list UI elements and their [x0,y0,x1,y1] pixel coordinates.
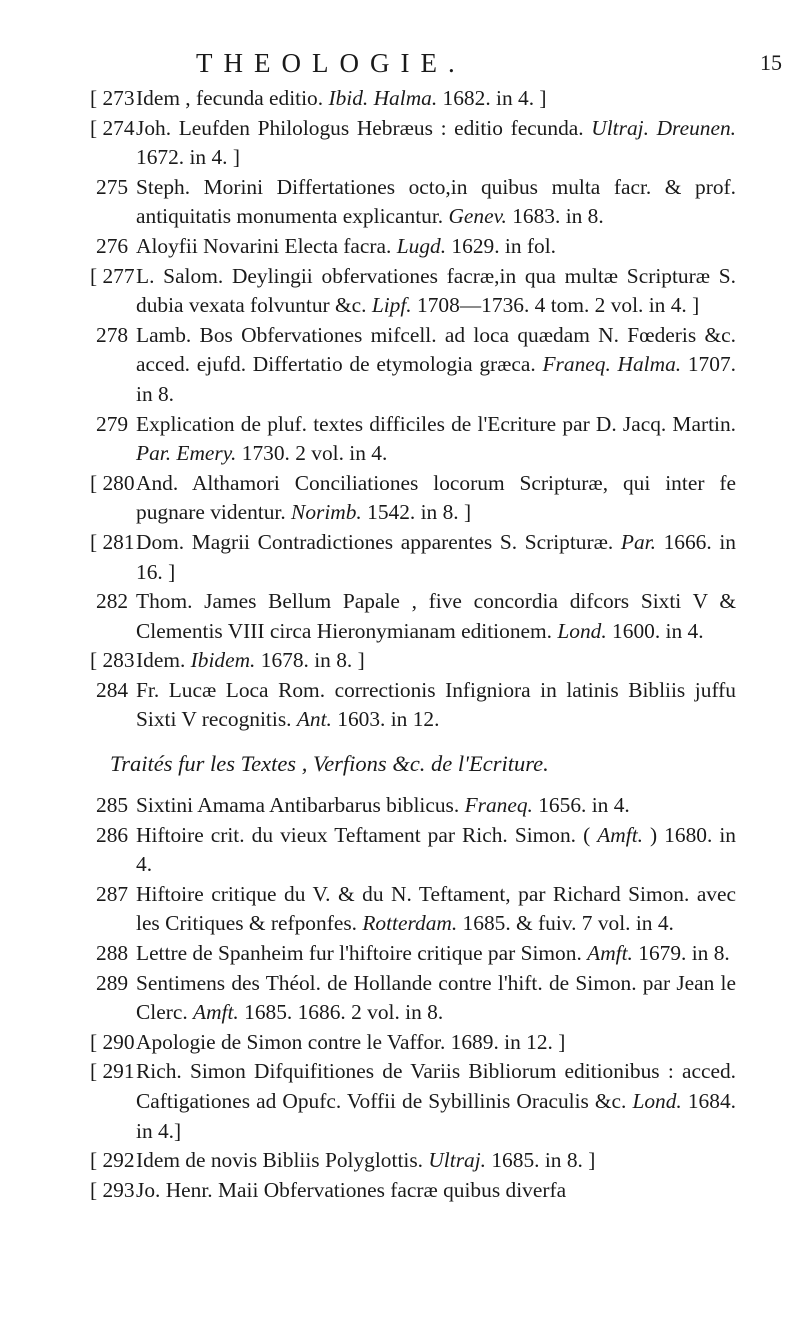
catalogue-entry [90,84,736,114]
entry-number: 285 [96,793,129,818]
entry-imprint: Franeq. Halma. [542,352,682,377]
entry-text: Lettre de Spanheim fur l'hiftoire critique par Simon. [136,941,588,966]
catalogue-entry [90,646,736,676]
catalogue-entry [96,587,736,646]
entry-date-format: 1600. in 4. [606,618,704,643]
entry-date-format: 1682. in 4. ] [437,86,547,110]
entry-number: [ 274 [90,115,135,140]
catalogue-entry [90,528,737,587]
entry-imprint: Amft. [193,1000,239,1025]
entry-text: Hiftoire critique du V. & du N. Teftament, par Richard Simon. avec les Critiques & refponfes. [136,881,736,936]
entry-text: Idem de novis Bibliis Polyglottis. [136,1148,429,1173]
entry-number: [ 290 [90,1029,135,1054]
catalogue-entry [90,469,736,528]
entry-imprint: Lond. [557,618,607,643]
entry-number: 288 [96,941,129,966]
entry-number: 282 [96,589,129,614]
entry-text: Jo. Henr. Maii Obfervationes facræ quibus diverfa [136,1177,567,1202]
catalogue-entry [96,821,736,880]
entry-number: 289 [96,970,129,995]
entry-number: 275 [96,174,129,199]
entry-list-a [0,84,800,735]
entry-text: Lamb. Bos Obfervationes mifcell. ad loca quædam N. Fœderis &c. acced. ejufd. Differtatio de etymologia græca. [136,322,736,377]
entry-text: Apologie de Simon contre le Vaffor. 1689. in 12. ] [136,1029,566,1054]
entry-date-format: 1542. in 8. ] [361,500,472,525]
entry-number: [ 291 [90,1059,135,1084]
entry-number: 276 [96,233,129,258]
entry-imprint: Norimb. [291,500,362,525]
entry-number: [ 281 [90,529,135,554]
entry-date-format: 1708—1736. 4 tom. 2 vol. in 4. ] [411,293,700,318]
entry-text: Explication de pluf. textes difficiles de l'Ecriture par D. Jacq. Martin. [136,411,736,436]
catalogue-entry [90,114,736,173]
entry-date-format: 1707. in 8. [136,352,736,406]
entry-date-format: 1629. in fol. [446,233,556,258]
entry-number: [ 273 [90,86,135,110]
entry-text: Joh. Leufden Philologus Hebræus : editio fecunda. [136,115,592,140]
catalogue-entry [96,676,736,735]
catalogue-entry [96,791,736,821]
entry-text: Thom. James Bellum Papale , five concordia difcors Sixti V & Clementis VIII circa Hieronymianam editionem. [136,589,736,643]
entry-imprint: Rotterdam. [362,911,458,936]
catalogue-entry [96,232,736,262]
page-number: 15 [760,50,782,75]
entry-imprint: Lugd. [396,233,447,258]
entry-date-format: 1672. in 4. ] [136,145,240,170]
running-header [0,48,800,78]
page-title: THEOLOGIE. [196,48,466,78]
entry-date-format: 1603. in 12. [331,707,440,732]
entry-date-format: 1684. in 4.] [136,1089,736,1143]
catalogue-entry [90,1176,736,1206]
entry-number: 284 [96,677,129,702]
entry-number: [ 277 [90,263,135,288]
catalogue-entry [90,1028,736,1058]
entry-number: 286 [96,822,129,847]
catalogue-entry [96,173,736,232]
entry-imprint: Par. [620,529,656,554]
entry-date-format: 1656. in 4. [532,793,630,818]
catalogue-entry [90,1057,736,1146]
entry-date-format: 1666. in 16. ] [136,529,737,584]
entry-date-format: 1685. & fuiv. 7 vol. in 4. [457,911,674,936]
section-heading: Traités fur les Textes , Verfions &c. de l'Ecriture. [110,751,549,777]
entry-text: Idem. [136,648,191,673]
catalogue-entries [0,84,800,1205]
entry-imprint: Amft. [597,822,643,847]
entry-date-format: 1685. 1686. 2 vol. in 8. [238,1000,444,1025]
entry-text: Idem , fecunda editio. [136,86,329,110]
entry-imprint: Ibid. Halma. [328,86,438,110]
entry-date-format: 1679. in 8. [632,941,730,966]
entry-number: [ 280 [90,470,135,495]
entry-date-format: ) 1680. in 4. [136,822,736,877]
entry-imprint: Ibidem. [190,648,256,673]
entry-text: Steph. Morini Differtationes octo,in quibus multa facr. & prof. antiquitatis monumenta explicantur. [136,174,736,229]
entry-number: [ 292 [90,1148,135,1173]
entry-number: 278 [96,322,129,347]
entry-imprint: Amft. [587,941,633,966]
entry-number: [ 283 [90,648,135,673]
catalogue-entry [90,1146,736,1176]
catalogue-entry [96,880,736,939]
entry-imprint: Lipf. [371,293,412,318]
entry-text: Sixtini Amama Antibarbarus biblicus. [136,793,465,818]
entry-imprint: Genev. [448,204,507,229]
catalogue-entry [96,410,736,469]
entry-text: L. Salom. Deylingii obfervationes facræ,in qua multæ Scripturæ S. dubia vexata folvuntur &c. [136,263,736,318]
entry-number: 287 [96,881,129,906]
entry-imprint: Par. Emery. [136,441,237,466]
entry-text: Sentimens des Théol. de Hollande contre l'hift. de Simon. par Jean le Clerc. [136,970,736,1025]
entry-text: Fr. Lucæ Loca Rom. correctionis Infigniora in latinis Bibliis juffu Sixti V recognitis. [136,677,736,732]
entry-number: [ 293 [90,1177,135,1202]
catalogue-entry [90,262,736,321]
entry-date-format: 1685. in 8. ] [486,1148,596,1173]
catalogue-entry [96,321,736,410]
catalogue-entry [96,969,736,1028]
entry-date-format: 1730. 2 vol. in 4. [236,441,388,466]
catalogue-entry [96,939,736,969]
entry-imprint: Ultraj. Dreunen. [591,115,736,140]
entry-text: And. Althamori Conciliationes locorum Scripturæ, qui inter fe pugnare videntur. [136,470,736,525]
entry-text: Dom. Magrii Contradictiones apparentes S. Scripturæ. [136,529,621,554]
entry-imprint: Lond. [632,1089,682,1113]
entry-text: Rich. Simon Difquifitiones de Variis Bibliorum editionibus : acced. Caftigationes ad Opufc. Voffii de Sybillinis Oraculis &c. [136,1059,736,1113]
entry-number: 279 [96,411,129,436]
entry-imprint: Ultraj. [428,1148,487,1173]
entry-date-format: 1683. in 8. [506,204,604,229]
entry-imprint: Franeq. [464,793,533,818]
entry-date-format: 1678. in 8. ] [255,648,365,673]
entry-imprint: Ant. [296,707,332,732]
entry-list-b [0,791,800,1205]
entry-text: Hiftoire crit. du vieux Teftament par Rich. Simon. ( [136,822,598,847]
entry-text: Aloyfii Novarini Electa facra. [136,233,397,258]
